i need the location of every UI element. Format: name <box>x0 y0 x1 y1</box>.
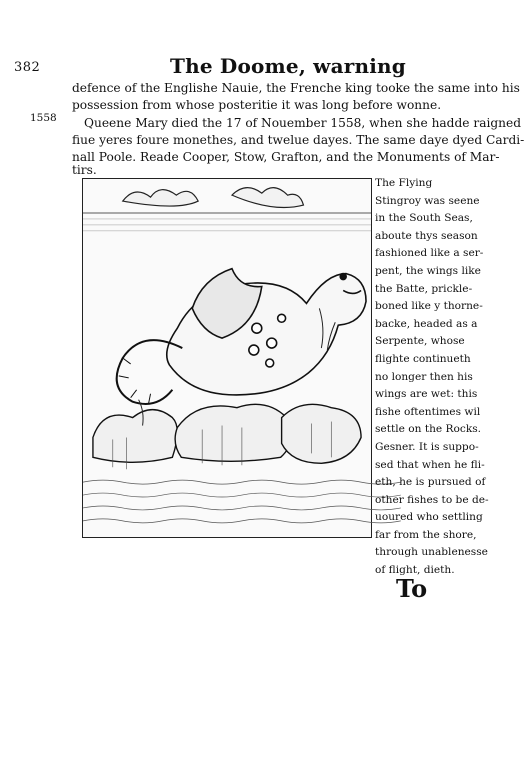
sky-hatching <box>83 219 371 231</box>
tail-spines <box>119 358 151 404</box>
caption-line: of flight, dieth. <box>375 564 455 577</box>
text-line: defence of the Englishe Nauie, the Frenche king tooke the same into his <box>72 81 520 95</box>
creature <box>167 269 366 395</box>
rocks <box>93 404 361 463</box>
caption-line: pent, the wings like <box>375 264 481 277</box>
caption-line: fashioned like a ser- <box>375 247 484 260</box>
caption-line: Gesner. It is suppo- <box>375 440 479 453</box>
cloud-band <box>83 188 371 213</box>
caption-line: flighte continueth <box>375 352 471 365</box>
caption-line: Serpente, whose <box>375 335 465 348</box>
caption-line: The Flying <box>375 177 433 189</box>
paragraph-line: fiue yeres foure monethes, and twelue dayes. The same daye dyed Cardi- <box>72 133 524 147</box>
caption-line: Stingroy was seene <box>375 194 480 207</box>
caption-line: fishe oftentimes wil <box>375 405 481 418</box>
paragraph-line: nall Poole. Reade Cooper, Stow, Grafton, and the Monuments of Mar- <box>72 150 500 164</box>
caption-line: the Batte, prickle- <box>375 282 473 295</box>
caption-line: no longer then his <box>375 370 473 383</box>
flying-stingroy-image <box>83 179 371 537</box>
caption-line: eth, he is pursued of <box>375 476 486 489</box>
caption-line: sed that when he fli- <box>375 458 485 471</box>
woodcut-illustration <box>82 178 372 538</box>
caption-line: through unablenesse <box>375 546 488 559</box>
paragraph-line: Queene Mary died the 17 of Nouember 1558, when she hadde raigned <box>84 116 522 130</box>
caption-line: other fishes to be de- <box>375 493 489 506</box>
caption-line: settle on the Rocks. <box>375 423 482 436</box>
running-title: The Doome, warning <box>170 54 406 78</box>
caption-line: boned like y thorne- <box>375 300 483 313</box>
paragraph-line: tirs. <box>72 163 97 177</box>
text-line: possession from whose posteritie it was long before wonne. <box>72 98 442 112</box>
caption-line: uoured who settling <box>375 511 483 524</box>
caption-line: wings are wet: this <box>375 388 478 401</box>
caption-line: far from the shore, <box>375 528 477 541</box>
water <box>83 480 401 523</box>
caption-line: aboute thys season <box>375 229 478 242</box>
figure-caption <box>375 175 489 580</box>
catchword: To <box>396 574 428 603</box>
page-number: 382 <box>14 60 41 75</box>
margin-note-year: 1558 <box>30 112 57 124</box>
caption-line: in the South Seas, <box>375 212 473 225</box>
caption-line: backe, headed as a <box>375 317 478 330</box>
